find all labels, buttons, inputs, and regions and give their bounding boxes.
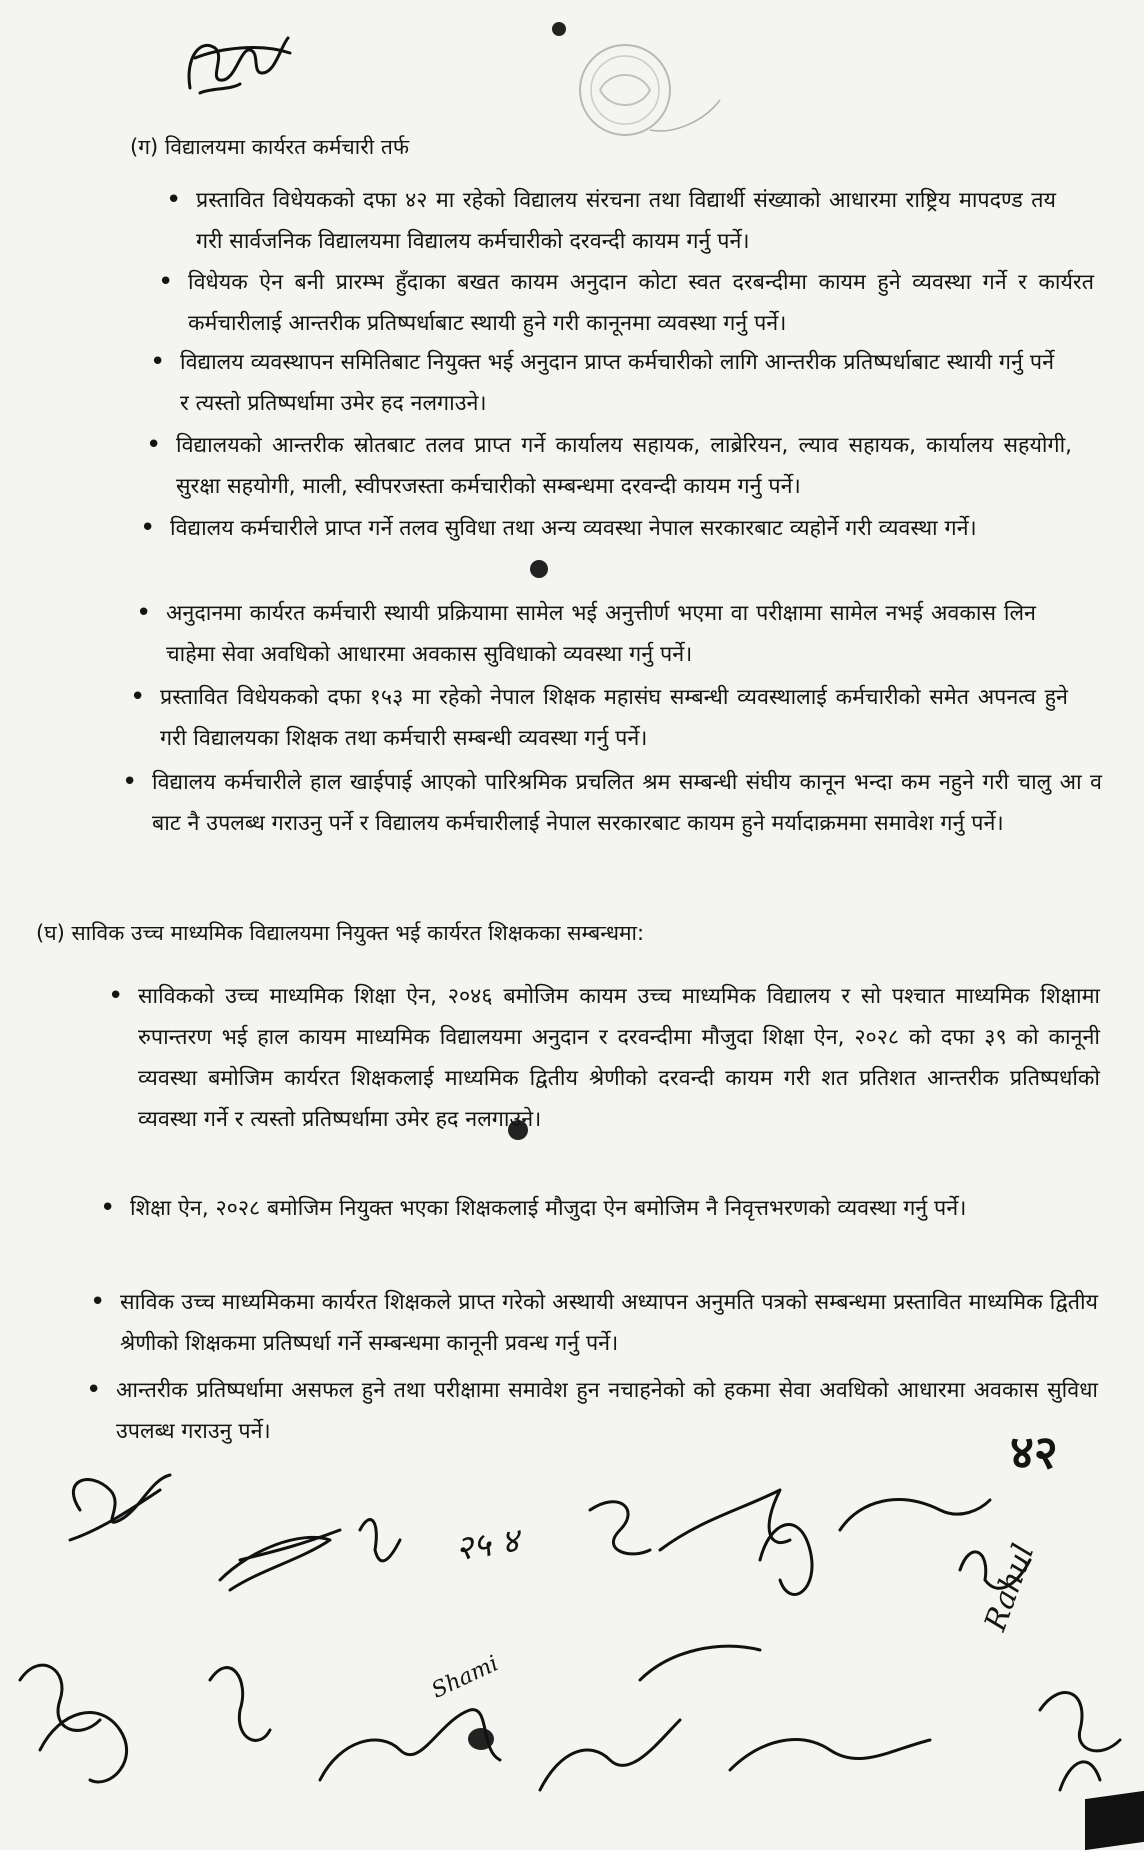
list-item: • विधेयक ऐन बनी प्रारम्भ हुँदाका बखत कायम अनुदान कोटा स्वत दरबन्दीमा कायम हुने व्यवस्था गर्ने र कार्यरत कर्मचारीलाई आन्तरीक प्रतिष्पर्धाबाट स्थायी हुने गरी कानूनमा व्यवस्था गर्नु पर्ने।: [188, 262, 1094, 344]
official-stamp: [555, 40, 730, 170]
list-item: • विद्यालयको आन्तरीक स्रोतबाट तलव प्राप्त गर्ने कार्यालय सहायक, लाब्रेरियन, ल्याव सहायक, कार्यालय सहयोगी, सुरक्षा सहयोगी, माली, स्वीपरजस्ता कर्मचारीको सम्बन्धमा दरवन्दी कायम गर्नु पर्ने।: [176, 425, 1072, 507]
list-item: • विद्यालय व्यवस्थापन समितिबाट नियुक्त भई अनुदान प्राप्त कर्मचारीको लागि आन्तरीक प्रतिष्पर्धाबाट स्थायी गर्नु पर्ने र त्यस्तो प्रतिष्पर्धामा उमेर हद नलगाउने।: [180, 342, 1054, 424]
page-number: ४२: [1010, 1425, 1058, 1479]
handwritten-note: २५ ४: [452, 1520, 522, 1570]
list-item: • साविक उच्च माध्यमिकमा कार्यरत शिक्षकले प्राप्त गरेको अस्थायी अध्यापन अनुमति पत्रको सम्बन्धमा प्रस्तावित माध्यमिक द्वितीय श्रेणीको शिक्षकमा प्रतिष्पर्धा गर्ने सम्बन्धमा कानूनी प्रवन्ध गर्नु पर्ने।: [120, 1282, 1098, 1364]
signature-text: Rahul: [977, 1539, 1042, 1636]
top-signature: [180, 18, 300, 108]
list-item: • प्रस्तावित विधेयकको दफा १५३ मा रहेको नेपाल शिक्षक महासंघ सम्बन्धी व्यवस्थालाई कर्मचारीको समेत अपनत्व हुने गरी विद्यालयका शिक्षक तथा कर्मचारी सम्बन्धी व्यवस्था गर्नु पर्ने।: [160, 677, 1068, 759]
section-gh-heading: (घ) साविक उच्च माध्यमिक विद्यालयमा नियुक्त भई कार्यरत शिक्षकका सम्बन्धमा:: [36, 921, 645, 945]
list-item: • प्रस्तावित विधेयकको दफा ४२ मा रहेको विद्यालय संरचना तथा विद्यार्थी संख्याको आधारमा राष्ट्रिय मापदण्ड तय गरी सार्वजनिक विद्यालयमा विद्यालय कर्मचारीको दरवन्दी कायम गर्नु पर्ने।: [196, 180, 1056, 262]
ink-smudge: [530, 560, 548, 578]
list-item: • अनुदानमा कार्यरत कर्मचारी स्थायी प्रक्रियामा सामेल भई अनुत्तीर्ण भएमा वा परीक्षामा सामेल नभई अवकास लिन चाहेमा सेवा अवधिको आधारमा अवकास सुविधाको व्यवस्था गर्नु पर्ने।: [166, 593, 1036, 675]
signatures-block: [0, 1450, 1144, 1846]
list-item: • विद्यालय कर्मचारीले प्राप्त गर्ने तलव सुविधा तथा अन्य व्यवस्था नेपाल सरकारबाट व्यहोर्ने गरी व्यवस्था गर्ने।: [170, 508, 1082, 549]
section-g-heading: (ग) विद्यालयमा कार्यरत कर्मचारी तर्फ: [130, 135, 410, 159]
ink-smudge: [552, 22, 566, 36]
signature-text: Shami: [428, 1651, 503, 1704]
list-item: • विद्यालय कर्मचारीले हाल खाईपाई आएको पारिश्रमिक प्रचलित श्रम सम्बन्धी संघीय कानून भन्दा कम नहुने गरी चालु आ व बाट नै उपलब्ध गराउनु पर्ने र विद्यालय कर्मचारीलाई नेपाल सरकारबाट कायम हुने मर्यादाक्रममा समावेश गर्नु पर्ने।: [152, 762, 1102, 844]
dark-corner: [1085, 1791, 1144, 1850]
list-item: • शिक्षा ऐन, २०२८ बमोजिम नियुक्त भएका शिक्षकलाई मौजुदा ऐन बमोजिम नै निवृत्तभरणको व्यवस्था गर्नु पर्ने।: [130, 1188, 1096, 1229]
list-item: • साविकको उच्च माध्यमिक शिक्षा ऐन, २०४६ बमोजिम कायम उच्च माध्यमिक विद्यालय र सो पश्चात माध्यमिक शिक्षामा रुपान्तरण भई हाल कायम माध्यमिक विद्यालयमा अनुदान र दरवन्दीमा मौजुदा शिक्षा ऐन, २०२८ को दफा ३९ को कानूनी व्यवस्था बमोजिम कार्यरत शिक्षकलाई माध्यमिक द्वितीय श्रेणीको दरवन्दी कायम गरी शत प्रतिशत आन्तरीक प्रतिष्पर्धाको व्यवस्था गर्ने र त्यस्तो प्रतिष्पर्धामा उमेर हद नलगाउने।: [138, 976, 1100, 1140]
list-item: • आन्तरीक प्रतिष्पर्धामा असफल हुने तथा परीक्षामा समावेश हुन नचाहनेको को हकमा सेवा अवधिको आधारमा अवकास सुविधा उपलब्ध गराउनु पर्ने।: [116, 1370, 1098, 1452]
